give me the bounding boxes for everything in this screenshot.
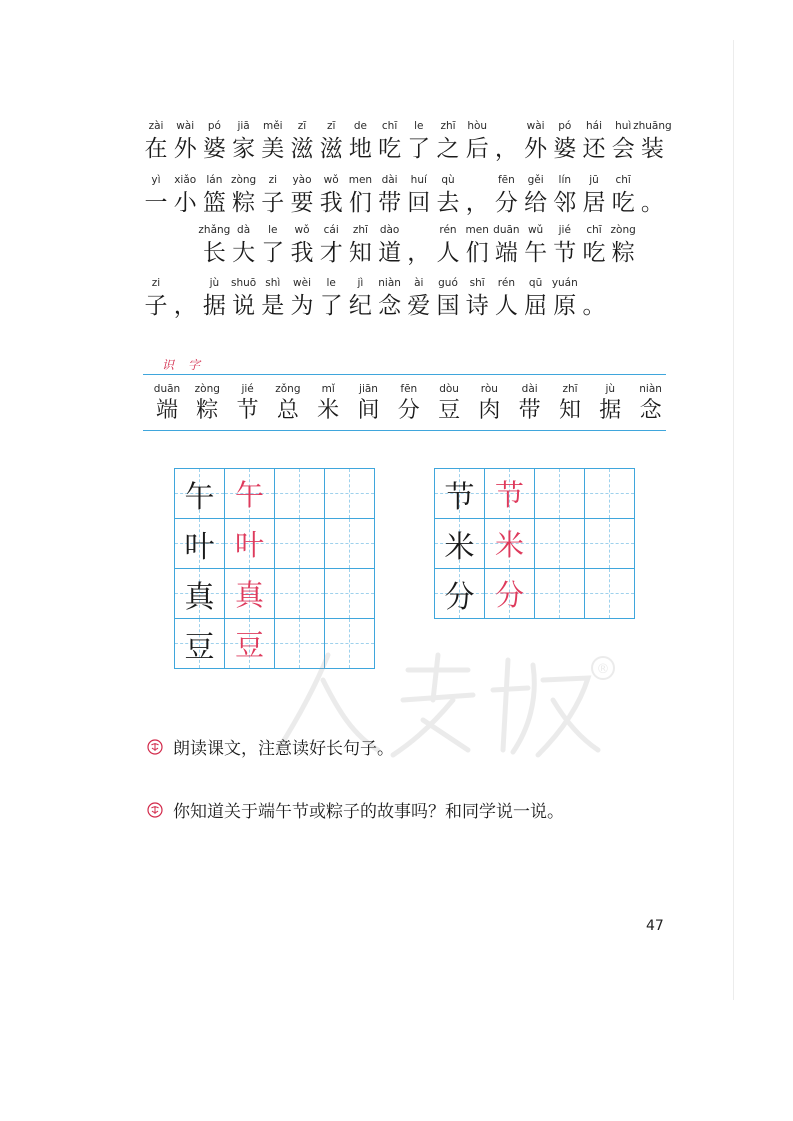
hanzi: 之 [436,136,460,162]
model-char: 分 [444,579,475,615]
vocab-item [187,381,227,425]
pinyin: pó [558,120,572,132]
pinyin: dà [237,224,251,236]
hanzi: 知 [348,240,372,266]
trace-char: 米 [494,528,524,562]
ruby-char [603,222,643,268]
practice-box[interactable] [275,519,325,569]
vocab-pinyin: jié [241,383,254,395]
pinyin: zhī [352,224,368,236]
hanzi: 我 [290,240,314,266]
pinyin: zī [297,120,307,132]
grid-row [435,569,635,619]
hanzi: 了 [261,240,285,266]
hanzi: 分 [494,190,518,216]
ruby-char [632,172,672,218]
pinyin: wài [176,120,195,132]
hanzi: 端 [494,240,518,266]
vocab-hanzi: 米 [317,398,340,423]
hanzi: 念 [378,293,402,319]
hanzi: 纪 [348,293,372,319]
practice-box[interactable] [535,569,585,619]
vocab-top-line [143,374,666,375]
pinyin: duān [493,224,520,236]
vocab-item [510,381,550,425]
pinyin: yì [151,174,161,186]
hanzi: ， [173,293,197,319]
pinyin: men [465,224,489,236]
trace-char: 真 [234,578,264,612]
vocab-item [550,381,590,425]
model-char: 豆 [184,629,215,665]
hanzi: 婆 [553,136,577,162]
hanzi: 我 [319,190,343,216]
hanzi: 才 [319,240,343,266]
vocab-pinyin: jù [605,383,616,395]
vocab-bottom-line [143,430,666,431]
hanzi: 带 [378,190,402,216]
vocab-pinyin: dòu [439,383,459,395]
hanzi: 邻 [553,190,577,216]
hanzi: 给 [524,190,548,216]
hanzi: 子 [261,190,285,216]
seal-icon [147,802,163,818]
pinyin [574,275,614,291]
hanzi: 一 [144,190,168,216]
vocab-hanzi: 豆 [438,398,461,423]
pinyin: zhǎng [198,224,231,236]
vocab-pinyin: dài [521,383,538,395]
pinyin: fēn [497,174,515,186]
vocab-pinyin: ròu [480,383,498,395]
practice-box[interactable] [325,519,375,569]
practice-box[interactable] [325,569,375,619]
model-char-box [435,519,485,569]
vocab-pinyin: niàn [639,383,662,395]
pinyin: de [353,120,367,132]
hanzi: 粽 [232,190,256,216]
model-char: 米 [444,529,475,565]
pinyin: jiā [237,120,250,132]
hanzi: 午 [524,240,548,266]
hanzi: 道 [378,240,402,266]
vocab-hanzi: 知 [558,398,581,423]
pinyin: jié [558,224,571,236]
hanzi: 去 [436,190,460,216]
vocab-pinyin: mǐ [321,383,335,395]
pinyin: wèi [293,277,311,289]
hanzi: 美 [261,136,285,162]
hanzi: 据 [202,293,226,319]
practice-box[interactable] [275,569,325,619]
pinyin: dài [381,174,398,186]
vocab-item [429,381,469,425]
pinyin: wǔ [527,224,544,236]
pinyin: zài [148,120,164,132]
vocab-hanzi: 肉 [478,398,501,423]
vocab-pinyin: fēn [400,383,418,395]
vocab-pinyin: zǒng [275,383,301,395]
hanzi: 为 [290,293,314,319]
watermark-mark: ® [596,662,610,677]
practice-box[interactable] [585,469,635,519]
hanzi: 吃 [378,136,402,162]
model-char-box [435,569,485,619]
hanzi: 长 [202,240,226,266]
hanzi: 节 [553,240,577,266]
pinyin: dào [379,224,400,236]
vocab-hanzi: 节 [236,398,259,423]
pinyin: zòng [230,174,257,186]
hanzi: 诗 [465,293,489,319]
hanzi: 居 [582,190,606,216]
ruby-char [632,118,672,164]
hanzi: 。 [640,190,664,216]
pinyin: rén [439,224,457,236]
hanzi: 装 [640,136,664,162]
hanzi: 人 [494,293,518,319]
vocab-item [308,381,348,425]
hanzi: 吃 [611,190,635,216]
pinyin: lín [558,174,572,186]
pinyin: yuán [551,277,578,289]
pinyin: zi [151,277,161,289]
hanzi: 说 [232,293,256,319]
pinyin: huì [615,120,632,132]
hanzi: ， [494,136,518,162]
hanzi: ， [407,240,431,266]
trace-char: 豆 [234,628,264,662]
grid-row [175,469,375,519]
vocab-item [590,381,630,425]
vocab-item [268,381,308,425]
pinyin: qū [528,277,543,289]
ruby-char [574,275,614,321]
trace-char: 叶 [234,528,264,562]
vocab-pinyin: jiān [359,383,378,395]
pinyin: jù [209,277,220,289]
pinyin: niàn [378,277,401,289]
hanzi: 。 [582,293,606,319]
pinyin: guó [438,277,458,289]
pinyin: zhī [440,120,456,132]
model-char-box [175,519,225,569]
model-char: 午 [184,479,215,515]
pinyin: chī [381,120,398,132]
vocab-item [147,381,187,425]
task-text: 你知道关于端午节或粽子的故事吗？和同学说一说。 [173,802,564,822]
hanzi: 地 [348,136,372,162]
pinyin: le [326,277,336,289]
pinyin: chī [615,174,631,186]
pinyin: xiǎo [174,174,197,186]
vocab-hanzi: 念 [639,398,662,423]
trace-char-box [225,619,275,669]
model-char-box [175,469,225,519]
pinyin: rén [497,277,515,289]
pinyin: le [414,120,424,132]
pinyin: ài [414,277,424,289]
vocab-item [228,381,268,425]
task-2 [147,797,564,822]
hanzi: 了 [407,136,431,162]
trace-char-box [485,469,535,519]
vocab-hanzi: 分 [397,398,420,423]
model-char: 真 [184,579,215,615]
trace-char-box [485,569,535,619]
hanzi: 人 [436,240,460,266]
model-char: 叶 [184,529,215,565]
hanzi: 粽 [611,240,635,266]
pinyin: lán [206,174,223,186]
trace-char: 分 [494,578,524,612]
hanzi: 外 [173,136,197,162]
grid-row [435,519,635,569]
practice-box[interactable] [275,469,325,519]
hanzi: 篮 [202,190,226,216]
vocab-hanzi: 粽 [196,398,219,423]
vocab-label: 识字 [162,358,215,372]
pinyin: yào [292,174,312,186]
pinyin: zi [268,174,278,186]
trace-char-box [225,569,275,619]
model-char: 节 [444,479,475,515]
page-number: 47 [646,918,664,934]
trace-char-box [225,519,275,569]
pinyin: shuō [230,277,257,289]
pinyin: měi [262,120,283,132]
pinyin: wǒ [323,174,339,186]
trace-char-box [485,519,535,569]
hanzi: 大 [232,240,256,266]
grid-row [435,469,635,519]
trace-char-box [225,469,275,519]
vocab-hanzi: 总 [276,398,299,423]
vocab-pinyin: zòng [194,383,220,395]
pinyin: pó [207,120,221,132]
pinyin: hòu [467,120,488,132]
vocab-hanzi: 据 [599,398,622,423]
hanzi: 婆 [202,136,226,162]
pinyin: shì [265,277,281,289]
task-text: 朗读课文，注意读好长句子。 [173,739,394,759]
hanzi: 还 [582,136,606,162]
practice-box[interactable] [535,519,585,569]
hanzi: 是 [261,293,285,319]
pinyin: cái [323,224,339,236]
vocab-hanzi: 带 [518,398,541,423]
hanzi: 爱 [407,293,431,319]
hanzi: 子 [144,293,168,319]
vocab-item [389,381,429,425]
writing-grid-right [434,468,635,619]
pinyin: zhuāng [633,120,672,132]
pinyin: shī [469,277,485,289]
writing-grid-left [174,468,375,669]
seal-icon [147,739,163,755]
pinyin: zī [326,120,336,132]
hanzi: 原 [553,293,577,319]
pinyin: hái [585,120,602,132]
hanzi: 在 [144,136,168,162]
vocab-hanzi: 间 [357,398,380,423]
hanzi: 家 [232,136,256,162]
page-edge-line [733,40,734,1000]
pinyin [632,172,672,188]
grid-row [175,569,375,619]
trace-char: 午 [234,478,264,512]
pinyin: jū [589,174,599,186]
hanzi: 要 [290,190,314,216]
vocab-item [469,381,509,425]
vocab-pinyin: duān [153,383,181,395]
pinyin: chī [586,224,602,236]
hanzi: 了 [319,293,343,319]
hanzi: 会 [611,136,635,162]
practice-box[interactable] [585,569,635,619]
pinyin: gěi [527,174,544,186]
hanzi: 回 [407,190,431,216]
model-char-box [175,619,225,669]
pinyin: zòng [610,224,636,236]
practice-box[interactable] [585,519,635,569]
model-char-box [175,569,225,619]
vocab-item [349,381,389,425]
pinyin: men [348,174,373,186]
hanzi: ， [465,190,489,216]
hanzi: 后 [465,136,489,162]
trace-char: 节 [494,478,524,512]
model-char-box [435,469,485,519]
vocab-pinyin: zhī [562,383,578,395]
pinyin: huí [410,174,427,186]
hanzi: 们 [465,240,489,266]
grid-row [175,519,375,569]
hanzi: 屈 [524,293,548,319]
hanzi: 小 [173,190,197,216]
pinyin: le [268,224,278,236]
hanzi: 滋 [319,136,343,162]
hanzi: 吃 [582,240,606,266]
pinyin: wài [526,120,545,132]
practice-box[interactable] [535,469,585,519]
hanzi: 滋 [290,136,314,162]
pinyin: wǒ [294,224,310,236]
vocab-hanzi: 端 [155,398,178,423]
hanzi: 们 [348,190,372,216]
hanzi: 外 [524,136,548,162]
practice-box[interactable] [325,469,375,519]
task-1 [147,734,394,759]
pinyin: qù [441,174,455,186]
pinyin: jì [357,277,364,289]
vocab-item [631,381,671,425]
hanzi: 国 [436,293,460,319]
